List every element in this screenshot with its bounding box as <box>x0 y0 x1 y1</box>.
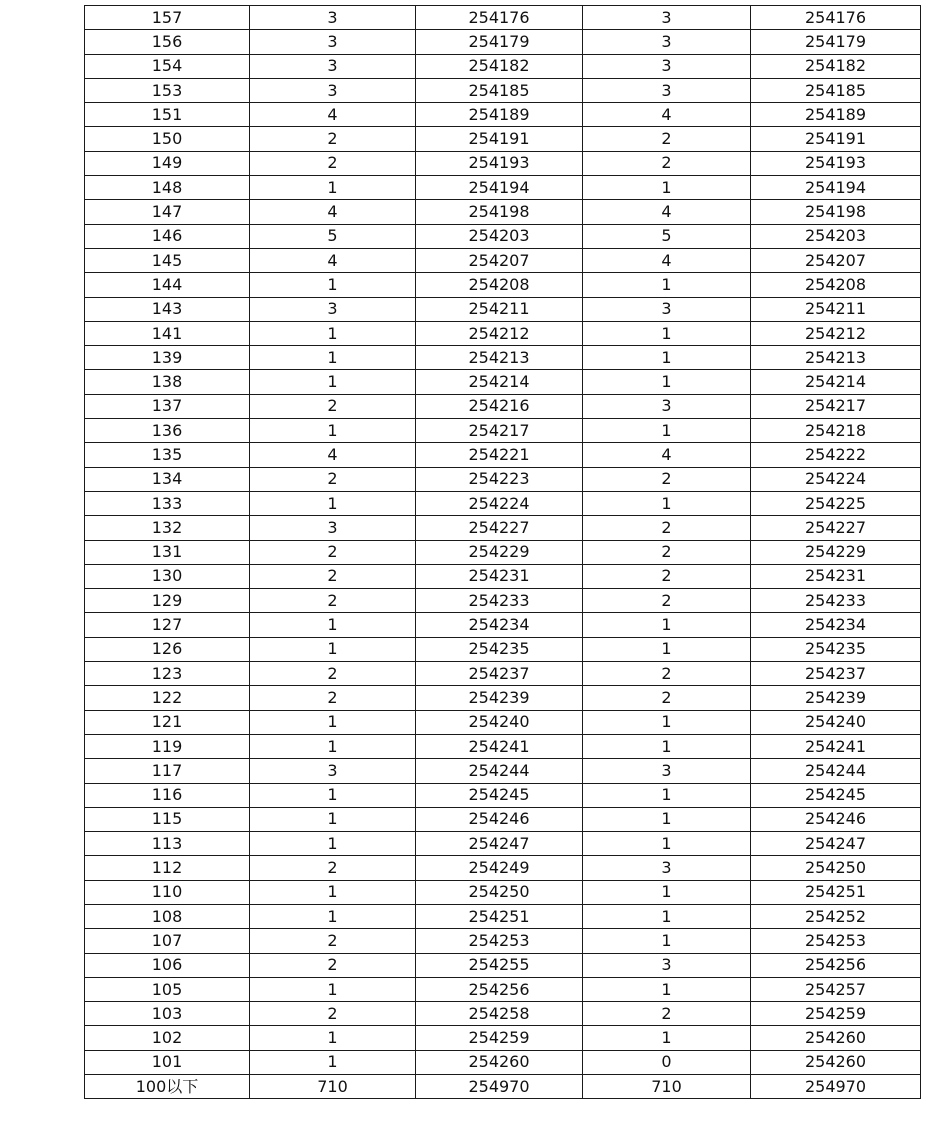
cumulative-cell-2: 254233 <box>751 589 921 613</box>
cumulative-cell-2: 254185 <box>751 78 921 102</box>
cumulative-cell-2: 254208 <box>751 273 921 297</box>
count-cell-2: 3 <box>583 297 751 321</box>
cumulative-cell: 254191 <box>416 127 583 151</box>
score-cell: 100以下 <box>85 1075 250 1099</box>
score-cell: 103 <box>85 1002 250 1026</box>
cumulative-cell-2: 254239 <box>751 686 921 710</box>
cumulative-cell: 254179 <box>416 30 583 54</box>
cumulative-cell-2: 254193 <box>751 151 921 175</box>
cumulative-cell: 254260 <box>416 1050 583 1074</box>
table-row <box>85 1050 921 1074</box>
count-cell: 1 <box>250 491 416 515</box>
count-cell: 2 <box>250 929 416 953</box>
score-cell: 145 <box>85 248 250 272</box>
count-cell: 2 <box>250 540 416 564</box>
table-row <box>85 613 921 637</box>
cumulative-cell: 254193 <box>416 151 583 175</box>
count-cell-2: 1 <box>583 977 751 1001</box>
cumulative-cell: 254970 <box>416 1075 583 1099</box>
table-row <box>85 832 921 856</box>
table-row <box>85 1075 921 1099</box>
cumulative-cell: 254229 <box>416 540 583 564</box>
cumulative-cell-2: 254231 <box>751 564 921 588</box>
table-row <box>85 904 921 928</box>
score-cell: 105 <box>85 977 250 1001</box>
cumulative-cell: 254231 <box>416 564 583 588</box>
table-row <box>85 1002 921 1026</box>
cumulative-cell: 254245 <box>416 783 583 807</box>
count-cell: 1 <box>250 370 416 394</box>
cumulative-cell-2: 254246 <box>751 807 921 831</box>
score-cell: 102 <box>85 1026 250 1050</box>
score-cell: 110 <box>85 880 250 904</box>
count-cell: 2 <box>250 151 416 175</box>
cumulative-cell: 254198 <box>416 200 583 224</box>
count-cell: 3 <box>250 297 416 321</box>
score-cell: 121 <box>85 710 250 734</box>
count-cell: 2 <box>250 953 416 977</box>
cumulative-cell-2: 254245 <box>751 783 921 807</box>
count-cell-2: 2 <box>583 151 751 175</box>
score-cell: 133 <box>85 491 250 515</box>
count-cell: 1 <box>250 734 416 758</box>
count-cell: 1 <box>250 710 416 734</box>
score-cell: 141 <box>85 321 250 345</box>
count-cell: 1 <box>250 273 416 297</box>
cumulative-cell-2: 254214 <box>751 370 921 394</box>
table-row <box>85 686 921 710</box>
table-row <box>85 540 921 564</box>
table-row <box>85 54 921 78</box>
cumulative-cell-2: 254247 <box>751 832 921 856</box>
count-cell-2: 2 <box>583 1002 751 1026</box>
count-cell-2: 2 <box>583 564 751 588</box>
count-cell: 3 <box>250 54 416 78</box>
count-cell-2: 1 <box>583 783 751 807</box>
cumulative-cell: 254259 <box>416 1026 583 1050</box>
score-cell: 154 <box>85 54 250 78</box>
cumulative-cell: 254208 <box>416 273 583 297</box>
score-cell: 101 <box>85 1050 250 1074</box>
count-cell-2: 1 <box>583 904 751 928</box>
count-cell: 2 <box>250 467 416 491</box>
cumulative-cell-2: 254260 <box>751 1050 921 1074</box>
count-cell: 2 <box>250 127 416 151</box>
table-row <box>85 176 921 200</box>
cumulative-cell: 254176 <box>416 6 583 30</box>
cumulative-cell: 254255 <box>416 953 583 977</box>
count-cell-2: 2 <box>583 127 751 151</box>
cumulative-cell-2: 254253 <box>751 929 921 953</box>
count-cell: 1 <box>250 419 416 443</box>
count-cell-2: 2 <box>583 686 751 710</box>
cumulative-cell: 254235 <box>416 637 583 661</box>
cumulative-cell: 254211 <box>416 297 583 321</box>
count-cell-2: 3 <box>583 953 751 977</box>
count-cell-2: 1 <box>583 734 751 758</box>
cumulative-cell: 254185 <box>416 78 583 102</box>
count-cell-2: 3 <box>583 6 751 30</box>
cumulative-cell-2: 254179 <box>751 30 921 54</box>
table-row <box>85 30 921 54</box>
cumulative-cell: 254227 <box>416 516 583 540</box>
table-row <box>85 807 921 831</box>
cumulative-cell: 254194 <box>416 176 583 200</box>
cumulative-cell: 254203 <box>416 224 583 248</box>
count-cell-2: 0 <box>583 1050 751 1074</box>
score-cell: 131 <box>85 540 250 564</box>
table-row <box>85 783 921 807</box>
count-cell: 3 <box>250 30 416 54</box>
cumulative-cell-2: 254191 <box>751 127 921 151</box>
table-row <box>85 321 921 345</box>
count-cell-2: 4 <box>583 103 751 127</box>
table-row <box>85 734 921 758</box>
table-row <box>85 759 921 783</box>
cumulative-cell-2: 254225 <box>751 491 921 515</box>
table-row <box>85 1026 921 1050</box>
score-cell: 157 <box>85 6 250 30</box>
count-cell-2: 3 <box>583 78 751 102</box>
cumulative-cell: 254189 <box>416 103 583 127</box>
cumulative-cell: 254246 <box>416 807 583 831</box>
table-row <box>85 6 921 30</box>
score-cell: 139 <box>85 346 250 370</box>
table-row <box>85 443 921 467</box>
cumulative-cell: 254212 <box>416 321 583 345</box>
count-cell-2: 1 <box>583 273 751 297</box>
cumulative-cell: 254256 <box>416 977 583 1001</box>
count-cell: 1 <box>250 880 416 904</box>
cumulative-cell: 254247 <box>416 832 583 856</box>
cumulative-cell: 254233 <box>416 589 583 613</box>
count-cell-2: 3 <box>583 54 751 78</box>
cumulative-cell: 254237 <box>416 662 583 686</box>
table-row <box>85 200 921 224</box>
table-row <box>85 346 921 370</box>
cumulative-cell: 254217 <box>416 419 583 443</box>
cumulative-cell: 254253 <box>416 929 583 953</box>
table-row <box>85 394 921 418</box>
count-cell: 2 <box>250 662 416 686</box>
table-row <box>85 516 921 540</box>
score-cell: 135 <box>85 443 250 467</box>
table-row <box>85 637 921 661</box>
score-cell: 129 <box>85 589 250 613</box>
count-cell: 3 <box>250 6 416 30</box>
cumulative-cell: 254241 <box>416 734 583 758</box>
score-cell: 151 <box>85 103 250 127</box>
count-cell-2: 1 <box>583 929 751 953</box>
score-cell: 130 <box>85 564 250 588</box>
cumulative-cell-2: 254222 <box>751 443 921 467</box>
table-row <box>85 929 921 953</box>
score-cell: 144 <box>85 273 250 297</box>
count-cell: 1 <box>250 977 416 1001</box>
count-cell: 4 <box>250 248 416 272</box>
count-cell: 2 <box>250 589 416 613</box>
cumulative-cell-2: 254970 <box>751 1075 921 1099</box>
cumulative-cell-2: 254229 <box>751 540 921 564</box>
score-cell: 137 <box>85 394 250 418</box>
count-cell: 1 <box>250 346 416 370</box>
cumulative-cell-2: 254224 <box>751 467 921 491</box>
cumulative-cell: 254213 <box>416 346 583 370</box>
count-cell-2: 1 <box>583 321 751 345</box>
table-row <box>85 297 921 321</box>
count-cell-2: 2 <box>583 467 751 491</box>
count-cell: 3 <box>250 516 416 540</box>
table-row <box>85 248 921 272</box>
cumulative-cell: 254249 <box>416 856 583 880</box>
score-cell: 117 <box>85 759 250 783</box>
cumulative-cell-2: 254203 <box>751 224 921 248</box>
count-cell-2: 2 <box>583 516 751 540</box>
cumulative-cell-2: 254213 <box>751 346 921 370</box>
score-cell: 147 <box>85 200 250 224</box>
count-cell-2: 2 <box>583 540 751 564</box>
count-cell: 4 <box>250 200 416 224</box>
cumulative-cell: 254216 <box>416 394 583 418</box>
count-cell-2: 2 <box>583 589 751 613</box>
score-cell: 108 <box>85 904 250 928</box>
count-cell-2: 4 <box>583 200 751 224</box>
count-cell: 3 <box>250 759 416 783</box>
count-cell: 5 <box>250 224 416 248</box>
count-cell-2: 1 <box>583 880 751 904</box>
cumulative-cell-2: 254241 <box>751 734 921 758</box>
score-cell: 126 <box>85 637 250 661</box>
score-cell: 112 <box>85 856 250 880</box>
cumulative-cell: 254224 <box>416 491 583 515</box>
count-cell: 2 <box>250 394 416 418</box>
score-cell: 123 <box>85 662 250 686</box>
count-cell: 3 <box>250 78 416 102</box>
score-cell: 138 <box>85 370 250 394</box>
count-cell-2: 1 <box>583 346 751 370</box>
count-cell: 2 <box>250 686 416 710</box>
count-cell: 4 <box>250 103 416 127</box>
score-cell: 115 <box>85 807 250 831</box>
cumulative-cell: 254258 <box>416 1002 583 1026</box>
score-cell: 132 <box>85 516 250 540</box>
score-cell: 150 <box>85 127 250 151</box>
count-cell-2: 1 <box>583 832 751 856</box>
table-row <box>85 370 921 394</box>
count-cell-2: 710 <box>583 1075 751 1099</box>
count-cell-2: 1 <box>583 637 751 661</box>
score-distribution-table <box>84 5 921 1099</box>
count-cell: 710 <box>250 1075 416 1099</box>
cumulative-cell: 254240 <box>416 710 583 734</box>
count-cell: 2 <box>250 564 416 588</box>
cumulative-cell: 254223 <box>416 467 583 491</box>
cumulative-cell: 254250 <box>416 880 583 904</box>
cumulative-cell-2: 254237 <box>751 662 921 686</box>
count-cell-2: 1 <box>583 491 751 515</box>
count-cell: 2 <box>250 1002 416 1026</box>
score-cell: 113 <box>85 832 250 856</box>
table-row <box>85 467 921 491</box>
score-cell: 149 <box>85 151 250 175</box>
score-cell: 143 <box>85 297 250 321</box>
cumulative-cell-2: 254211 <box>751 297 921 321</box>
table-row <box>85 103 921 127</box>
cumulative-cell-2: 254235 <box>751 637 921 661</box>
count-cell-2: 3 <box>583 856 751 880</box>
count-cell-2: 1 <box>583 613 751 637</box>
table-row <box>85 151 921 175</box>
cumulative-cell: 254207 <box>416 248 583 272</box>
count-cell-2: 1 <box>583 176 751 200</box>
cumulative-cell: 254221 <box>416 443 583 467</box>
table-row <box>85 419 921 443</box>
cumulative-cell-2: 254240 <box>751 710 921 734</box>
score-cell: 148 <box>85 176 250 200</box>
cumulative-cell: 254244 <box>416 759 583 783</box>
score-cell: 122 <box>85 686 250 710</box>
count-cell-2: 1 <box>583 807 751 831</box>
count-cell-2: 5 <box>583 224 751 248</box>
cumulative-cell-2: 254227 <box>751 516 921 540</box>
count-cell: 1 <box>250 637 416 661</box>
count-cell-2: 2 <box>583 662 751 686</box>
table-row <box>85 589 921 613</box>
table-row <box>85 880 921 904</box>
cumulative-cell-2: 254207 <box>751 248 921 272</box>
count-cell: 1 <box>250 1050 416 1074</box>
cumulative-cell-2: 254194 <box>751 176 921 200</box>
score-cell: 156 <box>85 30 250 54</box>
cumulative-cell-2: 254189 <box>751 103 921 127</box>
score-cell: 119 <box>85 734 250 758</box>
score-cell: 153 <box>85 78 250 102</box>
table-row <box>85 224 921 248</box>
count-cell-2: 1 <box>583 419 751 443</box>
cumulative-cell-2: 254176 <box>751 6 921 30</box>
count-cell-2: 3 <box>583 394 751 418</box>
cumulative-cell: 254182 <box>416 54 583 78</box>
cumulative-cell-2: 254259 <box>751 1002 921 1026</box>
count-cell-2: 1 <box>583 710 751 734</box>
cumulative-cell-2: 254256 <box>751 953 921 977</box>
score-cell: 136 <box>85 419 250 443</box>
cumulative-cell-2: 254257 <box>751 977 921 1001</box>
cumulative-cell: 254239 <box>416 686 583 710</box>
cumulative-cell-2: 254251 <box>751 880 921 904</box>
cumulative-cell-2: 254217 <box>751 394 921 418</box>
table-row <box>85 856 921 880</box>
cumulative-cell: 254251 <box>416 904 583 928</box>
count-cell-2: 1 <box>583 1026 751 1050</box>
count-cell-2: 4 <box>583 248 751 272</box>
count-cell-2: 3 <box>583 759 751 783</box>
cumulative-cell-2: 254234 <box>751 613 921 637</box>
table-body <box>85 6 921 1099</box>
count-cell-2: 3 <box>583 30 751 54</box>
table-row <box>85 564 921 588</box>
cumulative-cell-2: 254182 <box>751 54 921 78</box>
count-cell: 1 <box>250 1026 416 1050</box>
table-row <box>85 710 921 734</box>
score-cell: 146 <box>85 224 250 248</box>
cumulative-cell-2: 254250 <box>751 856 921 880</box>
table-row <box>85 953 921 977</box>
cumulative-cell-2: 254244 <box>751 759 921 783</box>
count-cell: 2 <box>250 856 416 880</box>
score-cell: 106 <box>85 953 250 977</box>
table-row <box>85 78 921 102</box>
count-cell: 1 <box>250 807 416 831</box>
cumulative-cell-2: 254198 <box>751 200 921 224</box>
count-cell-2: 1 <box>583 370 751 394</box>
count-cell-2: 4 <box>583 443 751 467</box>
table-row <box>85 662 921 686</box>
score-cell: 116 <box>85 783 250 807</box>
score-cell: 107 <box>85 929 250 953</box>
count-cell: 1 <box>250 783 416 807</box>
count-cell: 1 <box>250 613 416 637</box>
count-cell: 1 <box>250 321 416 345</box>
table-row <box>85 977 921 1001</box>
cumulative-cell-2: 254260 <box>751 1026 921 1050</box>
count-cell: 1 <box>250 832 416 856</box>
cumulative-cell: 254234 <box>416 613 583 637</box>
cumulative-cell-2: 254218 <box>751 419 921 443</box>
table-row <box>85 273 921 297</box>
count-cell: 4 <box>250 443 416 467</box>
score-cell: 127 <box>85 613 250 637</box>
cumulative-cell: 254214 <box>416 370 583 394</box>
table-row <box>85 127 921 151</box>
cumulative-cell-2: 254212 <box>751 321 921 345</box>
score-cell: 134 <box>85 467 250 491</box>
count-cell: 1 <box>250 904 416 928</box>
table-row <box>85 491 921 515</box>
cumulative-cell-2: 254252 <box>751 904 921 928</box>
count-cell: 1 <box>250 176 416 200</box>
